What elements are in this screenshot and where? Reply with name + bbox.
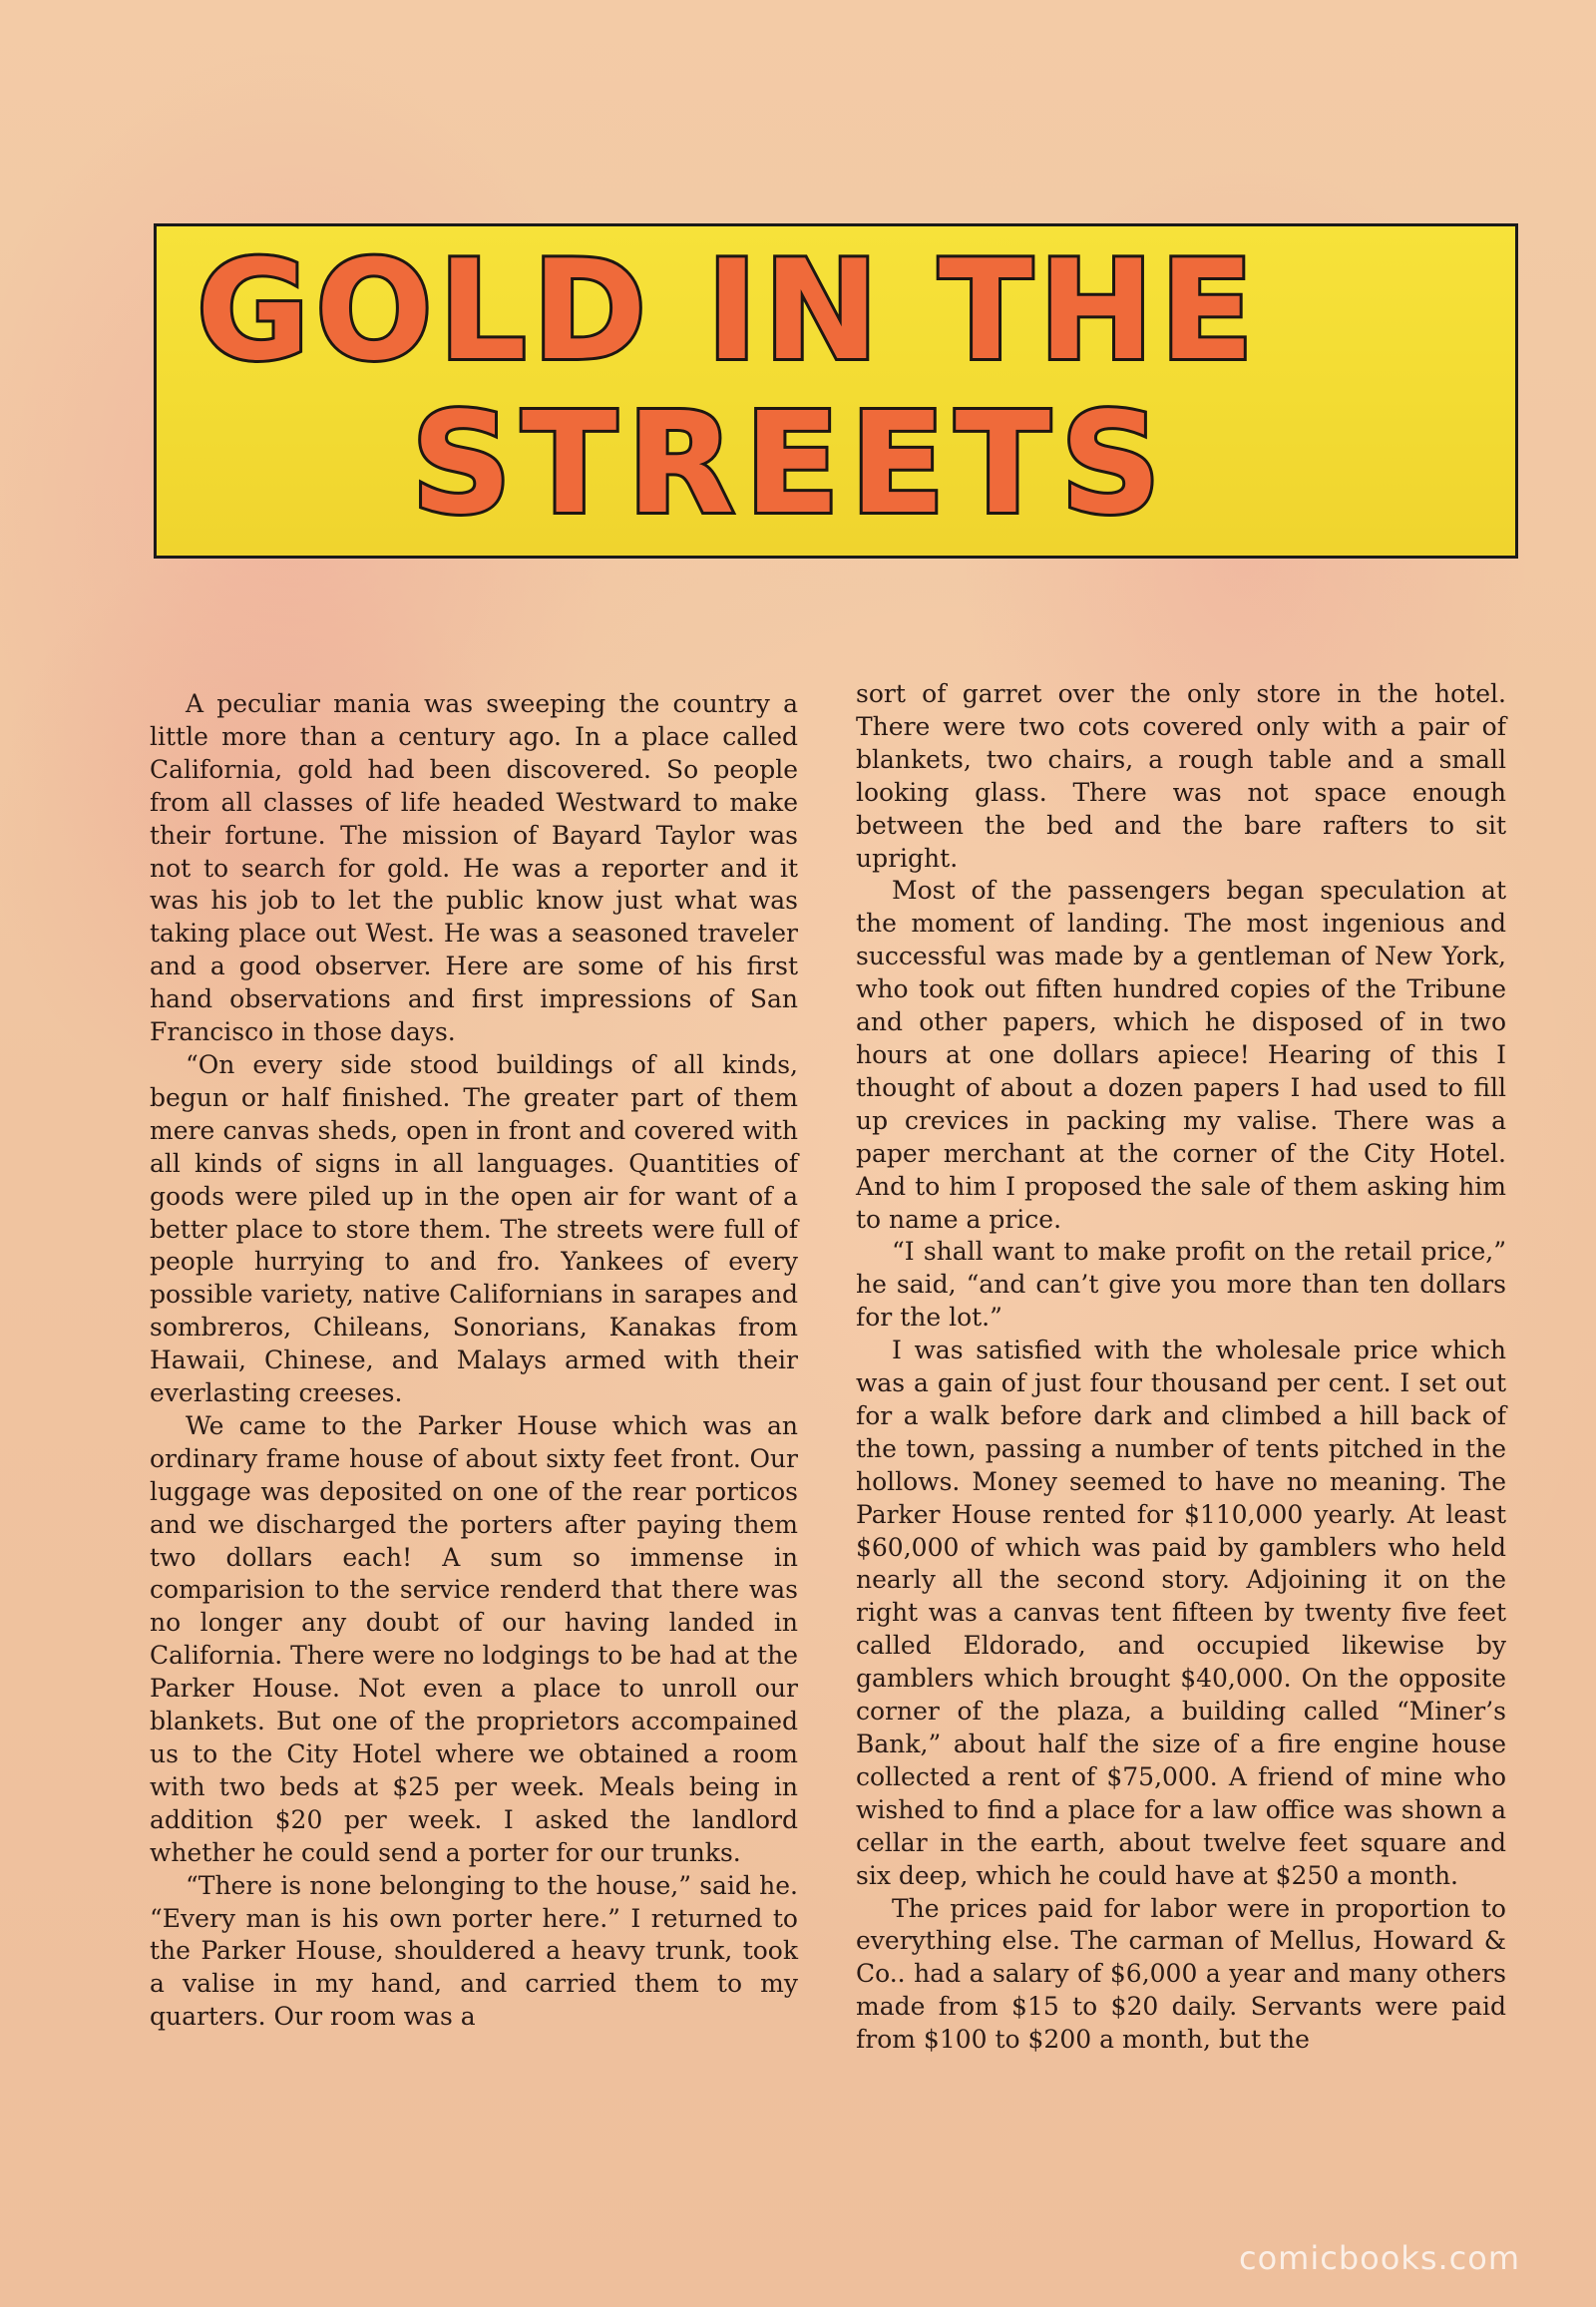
paragraph: “There is none belonging to the house,” said he. “Every man is his own porter here.” I returned to the Parker House, shouldered a heavy trunk, took a valise in my hand, and carried them to my quarters. Our room was a <box>150 1870 798 2032</box>
paragraph: sort of garret over the only store in the hotel. There were two cots covered only with a pair of blankets, two chairs, a rough table and a small looking glass. There was not space enough between the bed and the bare rafters to sit upright. <box>856 679 1506 873</box>
paragraph: I was satisfied with the wholesale price which was a gain of just four thousand per cent. I set out for a walk before dark and climbed a hill back of the town, passing a number of tents pitched in the hollows. Money seemed to have no meaning. The Parker House rented for $110,000 yearly. At least $60,000 of which was paid by gamblers who held nearly all the second story. Adjoining it on the right was a canvas tent fifteen by twenty five feet called Eldorado, and occupied likewise by gamblers which brought $40,000. On the opposite corner of the plaza, a building called “Miner’s Bank,” about half the size of a fire engine house collected a rent of $75,000. A friend of mine who wished to find a place for a law office was shown a cellar in the earth, about twelve feet square and six deep, which he could have at $250 a month. <box>856 1336 1506 1890</box>
right-column <box>856 678 1506 2057</box>
paragraph: Most of the passengers began speculation at the moment of landing. The most ingenious and successful was made by a gentleman of New York, who took out fiften hundred copies of the Tribune and other papers, which he disposed of in two hours at one dollars apiece! Hearing of this I thought of about a dozen papers I had used to fill up crevices in packing my valise. There was a paper merchant at the corner of the City Hotel. And to him I proposed the sale of them asking him to name a price. <box>856 876 1506 1234</box>
paragraph: The prices paid for labor were in proportion to everything else. The carman of Mellus, Howard & Co.. had a salary of $6,000 a year and many others made from $15 to $20 daily. Servants were paid from $100 to $200 a month, but the <box>856 1893 1506 2055</box>
paragraph: “On every side stood buildings of all kinds, begun or half finished. The greater part of them mere canvas sheds, open in front and covered with all kinds of signs in all languages. Quantities of goods were piled up in the open air for want of a better place to store them. The streets were full of people hurrying to and fro. Yankees of every possible variety, native Californians in sarapes and sombreros, Chileans, Sonorians, Kanakas from Hawaii, Chinese, and Malays armed with their everlasting creeses. <box>150 1049 798 1408</box>
title-line-2: STREETS <box>411 383 1171 546</box>
title-banner <box>154 223 1518 559</box>
left-column <box>150 688 798 2034</box>
paragraph: We came to the Parker House which was an ordinary frame house of about sixty feet front. Our luggage was deposited on one of the rear porticos and we discharged the porters after paying them two dollars each! A sum so immense in comparision to the service renderd that there was no longer any doubt of our having landed in California. There were no lodgings to be had at the Parker House. Not even a place to unroll our blankets. But one of the proprietors accompained us to the City Hotel where we obtained a room with two beds at $25 per week. Meals being in addition $20 per week. I asked the landlord whether he could send a porter for our trunks. <box>150 1410 798 1867</box>
watermark: comicbooks.com <box>1238 2239 1520 2277</box>
paragraph: “I shall want to make profit on the retail price,” he said, “and can’t give you more than ten dollars for the lot.” <box>856 1237 1506 1333</box>
paragraph: A peculiar mania was sweeping the country a little more than a century ago. In a place called California, gold had been discovered. So people from all classes of life headed Westward to make their fortune. The mission of Bayard Taylor was not to search for gold. He was a reporter and it was his job to let the public know just what was taking place out West. He was a seasoned traveler and a good observer. Here are some of his first hand observations and first impressions of San Francisco in those days. <box>150 689 798 1047</box>
title-line-1: GOLD IN THE <box>197 230 1260 391</box>
